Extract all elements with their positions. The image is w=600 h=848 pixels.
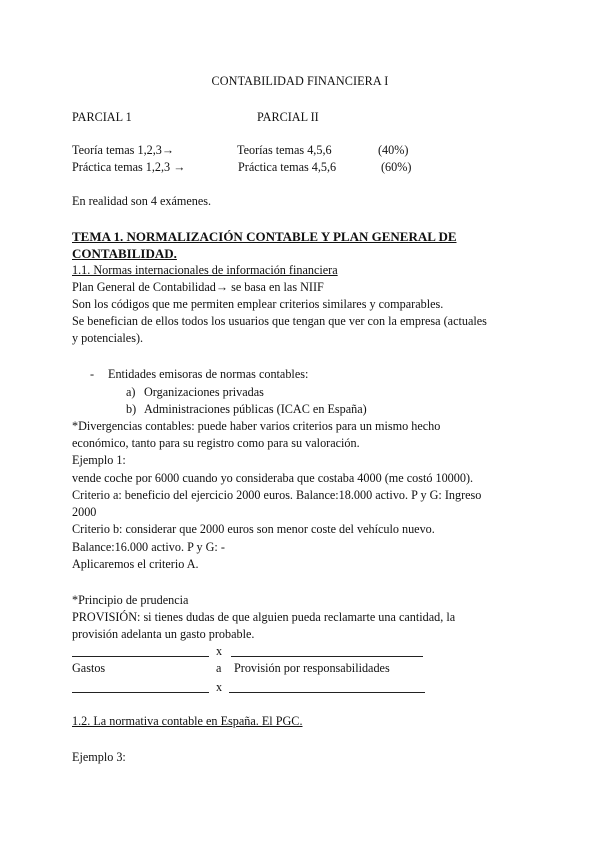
text-line: PROVISIÓN: si tienes dudas de que alguien pueda reclamarte una cantidad, la bbox=[72, 610, 456, 624]
row2-practica-2: Práctica temas 4,5,6 bbox=[238, 160, 337, 174]
text-line: Aplicaremos el criterio A. bbox=[72, 557, 199, 571]
text-line: Son los códigos que me permiten emplear criterios similares y comparables. bbox=[72, 297, 444, 311]
text-line: *Principio de prudencia bbox=[72, 593, 189, 607]
text-line: provisión adelanta un gasto probable. bbox=[72, 627, 255, 641]
text-line: Balance:16.000 activo. P y G: - bbox=[72, 540, 225, 554]
journal-a: a bbox=[216, 661, 222, 675]
parcial-2-label: PARCIAL II bbox=[257, 110, 319, 124]
ejemplo-3: Ejemplo 3: bbox=[72, 750, 126, 764]
sub-item-b-text: Administraciones públicas (ICAC en España) bbox=[144, 402, 367, 416]
row1-teorias: Teorías temas 4,5,6 bbox=[237, 143, 332, 157]
sub-item-a-label: a) bbox=[126, 385, 136, 399]
text-line: Criterio b: considerar que 2000 euros son menor coste del vehículo nuevo. bbox=[72, 522, 435, 536]
row1-percent: (40%) bbox=[378, 143, 409, 157]
text-line: Se benefician de ellos todos los usuarios que tengan que ver con la empresa (actuales bbox=[72, 314, 487, 328]
row1-teoria: Teoría temas 1,2,3→ bbox=[72, 143, 175, 157]
text-line: Ejemplo 1: bbox=[72, 453, 126, 467]
sub-item-b-label: b) bbox=[126, 402, 137, 416]
text-line: Plan General de Contabilidad→ se basa en las NIIF bbox=[72, 280, 324, 294]
journal-rule bbox=[72, 692, 209, 693]
tema-heading-line1: TEMA 1. NORMALIZACIÓN CONTABLE Y PLAN GENERAL DE bbox=[72, 229, 457, 244]
tema-heading-line2: CONTABILIDAD. bbox=[72, 246, 177, 261]
bullet-dash: - bbox=[90, 367, 95, 381]
journal-rule bbox=[229, 692, 425, 693]
bullet-text: Entidades emisoras de normas contables: bbox=[108, 367, 309, 381]
sub-item-a-text: Organizaciones privadas bbox=[144, 385, 264, 399]
journal-debit: Gastos bbox=[72, 661, 106, 675]
text-line: y potenciales). bbox=[72, 331, 144, 345]
document-title: CONTABILIDAD FINANCIERA I bbox=[211, 74, 389, 88]
section-1-1-heading: 1.1. Normas internacionales de información financiera bbox=[72, 263, 338, 277]
journal-x-bottom: x bbox=[216, 680, 223, 694]
text-line: 2000 bbox=[72, 505, 97, 519]
exam-note: En realidad son 4 exámenes. bbox=[72, 194, 212, 208]
journal-rule bbox=[231, 656, 423, 657]
parcial-1-label: PARCIAL 1 bbox=[72, 110, 132, 124]
row2-practica: Práctica temas 1,2,3 → bbox=[72, 160, 186, 174]
text-line: Criterio a: beneficio del ejercicio 2000 euros. Balance:18.000 activo. P y G: Ingreso bbox=[72, 488, 482, 502]
journal-x-top: x bbox=[216, 644, 223, 658]
row2-percent: (60%) bbox=[381, 160, 412, 174]
text-line: económico, tanto para su registro como para su valoración. bbox=[72, 436, 360, 450]
text-line: vende coche por 6000 cuando yo consideraba que costaba 4000 (me costó 10000). bbox=[72, 471, 474, 485]
journal-rule bbox=[72, 656, 209, 657]
section-1-2-heading: 1.2. La normativa contable en España. El PGC. bbox=[72, 714, 303, 728]
journal-credit: Provisión por responsabilidades bbox=[234, 661, 390, 675]
text-line: *Divergencias contables: puede haber varios criterios para un mismo hecho bbox=[72, 419, 441, 433]
